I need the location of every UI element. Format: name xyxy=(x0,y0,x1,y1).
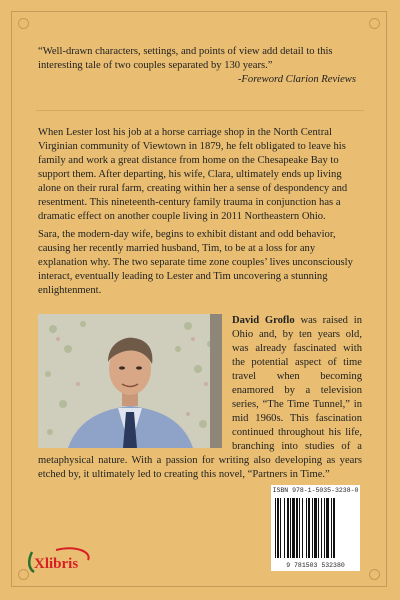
section-divider xyxy=(36,110,364,111)
barcode-bar xyxy=(302,498,303,558)
barcode-bar xyxy=(333,498,335,558)
barcode-bar xyxy=(321,498,322,558)
barcode-number: 9 781503 532380 xyxy=(286,562,345,569)
author-bio xyxy=(38,314,362,482)
barcode-bar xyxy=(277,498,279,558)
barcode-bar xyxy=(318,498,319,558)
review-quote xyxy=(38,45,356,87)
author-bio-text: was raised in Ohio and, by ten years old, was already fascinated with the potential aspect of time travel when becoming enamored by a television series, “The Time Tunnel,” in mid 1960s. This fascination continued throughout his life, branching into studies of a metaphysical nature. With a passion for writing also developing as years etched by, it ultimately led to creating this novel, “Partners in Time.” xyxy=(38,315,362,480)
barcode-bars xyxy=(275,498,356,558)
publisher-logo xyxy=(26,546,98,576)
barcode-bar xyxy=(308,498,310,558)
barcode-bar xyxy=(280,498,281,558)
author-name: David Groflo xyxy=(232,315,295,326)
barcode-bar xyxy=(292,498,295,558)
photo-spacer xyxy=(38,314,232,450)
barcode-bar xyxy=(287,498,289,558)
barcode-bar xyxy=(314,498,317,558)
synopsis-paragraph-2: Sara, the modern-day wife, begins to exhibit distant and odd behavior, causing her recently married husband, Tim, to be at a loss for any explanation why. The two separate time zone couples’ lives unconsciously interact, eventually leading to Lester and Tim uncovering a stunning enlightenment. xyxy=(38,229,353,296)
isbn-text: ISBN 978-1-5035-3238-0 xyxy=(272,487,359,494)
barcode-bar xyxy=(331,498,332,558)
publisher-logo-text: Xlibris xyxy=(34,556,79,572)
barcode-bar xyxy=(290,498,291,558)
barcode-bar xyxy=(306,498,307,558)
frame-corner-ornament xyxy=(369,569,380,580)
review-attribution: -Foreword Clarion Reviews xyxy=(237,74,356,85)
frame-corner-ornament xyxy=(369,18,380,29)
barcode-bar xyxy=(326,498,329,558)
synopsis-paragraph-1: When Lester lost his job at a horse carriage shop in the North Central Virginian community of Viewtown in 1879, he felt obligated to leave his family and work a great distance from home on the Chesapeake Bay to support them. After departing, his wife, Clara, ultimately ends up living alone on their rural farm, creating within her a sense of despondency and resentment. This nineteenth-century family trauma in conjunction has a dramatic effect on another couple living in 2011 Northeastern Ohio. xyxy=(38,127,348,222)
barcode-bar xyxy=(324,498,325,558)
barcode xyxy=(271,485,360,571)
barcode-bar xyxy=(284,498,285,558)
barcode-bar xyxy=(299,498,300,558)
barcode-bar xyxy=(296,498,298,558)
barcode-bar xyxy=(312,498,313,558)
barcode-bar xyxy=(275,498,276,558)
frame-corner-ornament xyxy=(18,18,29,29)
review-quote-text: “Well-drawn characters, settings, and points of view add detail to this interesting tale of two couples separated by 130 years.” xyxy=(38,46,333,71)
